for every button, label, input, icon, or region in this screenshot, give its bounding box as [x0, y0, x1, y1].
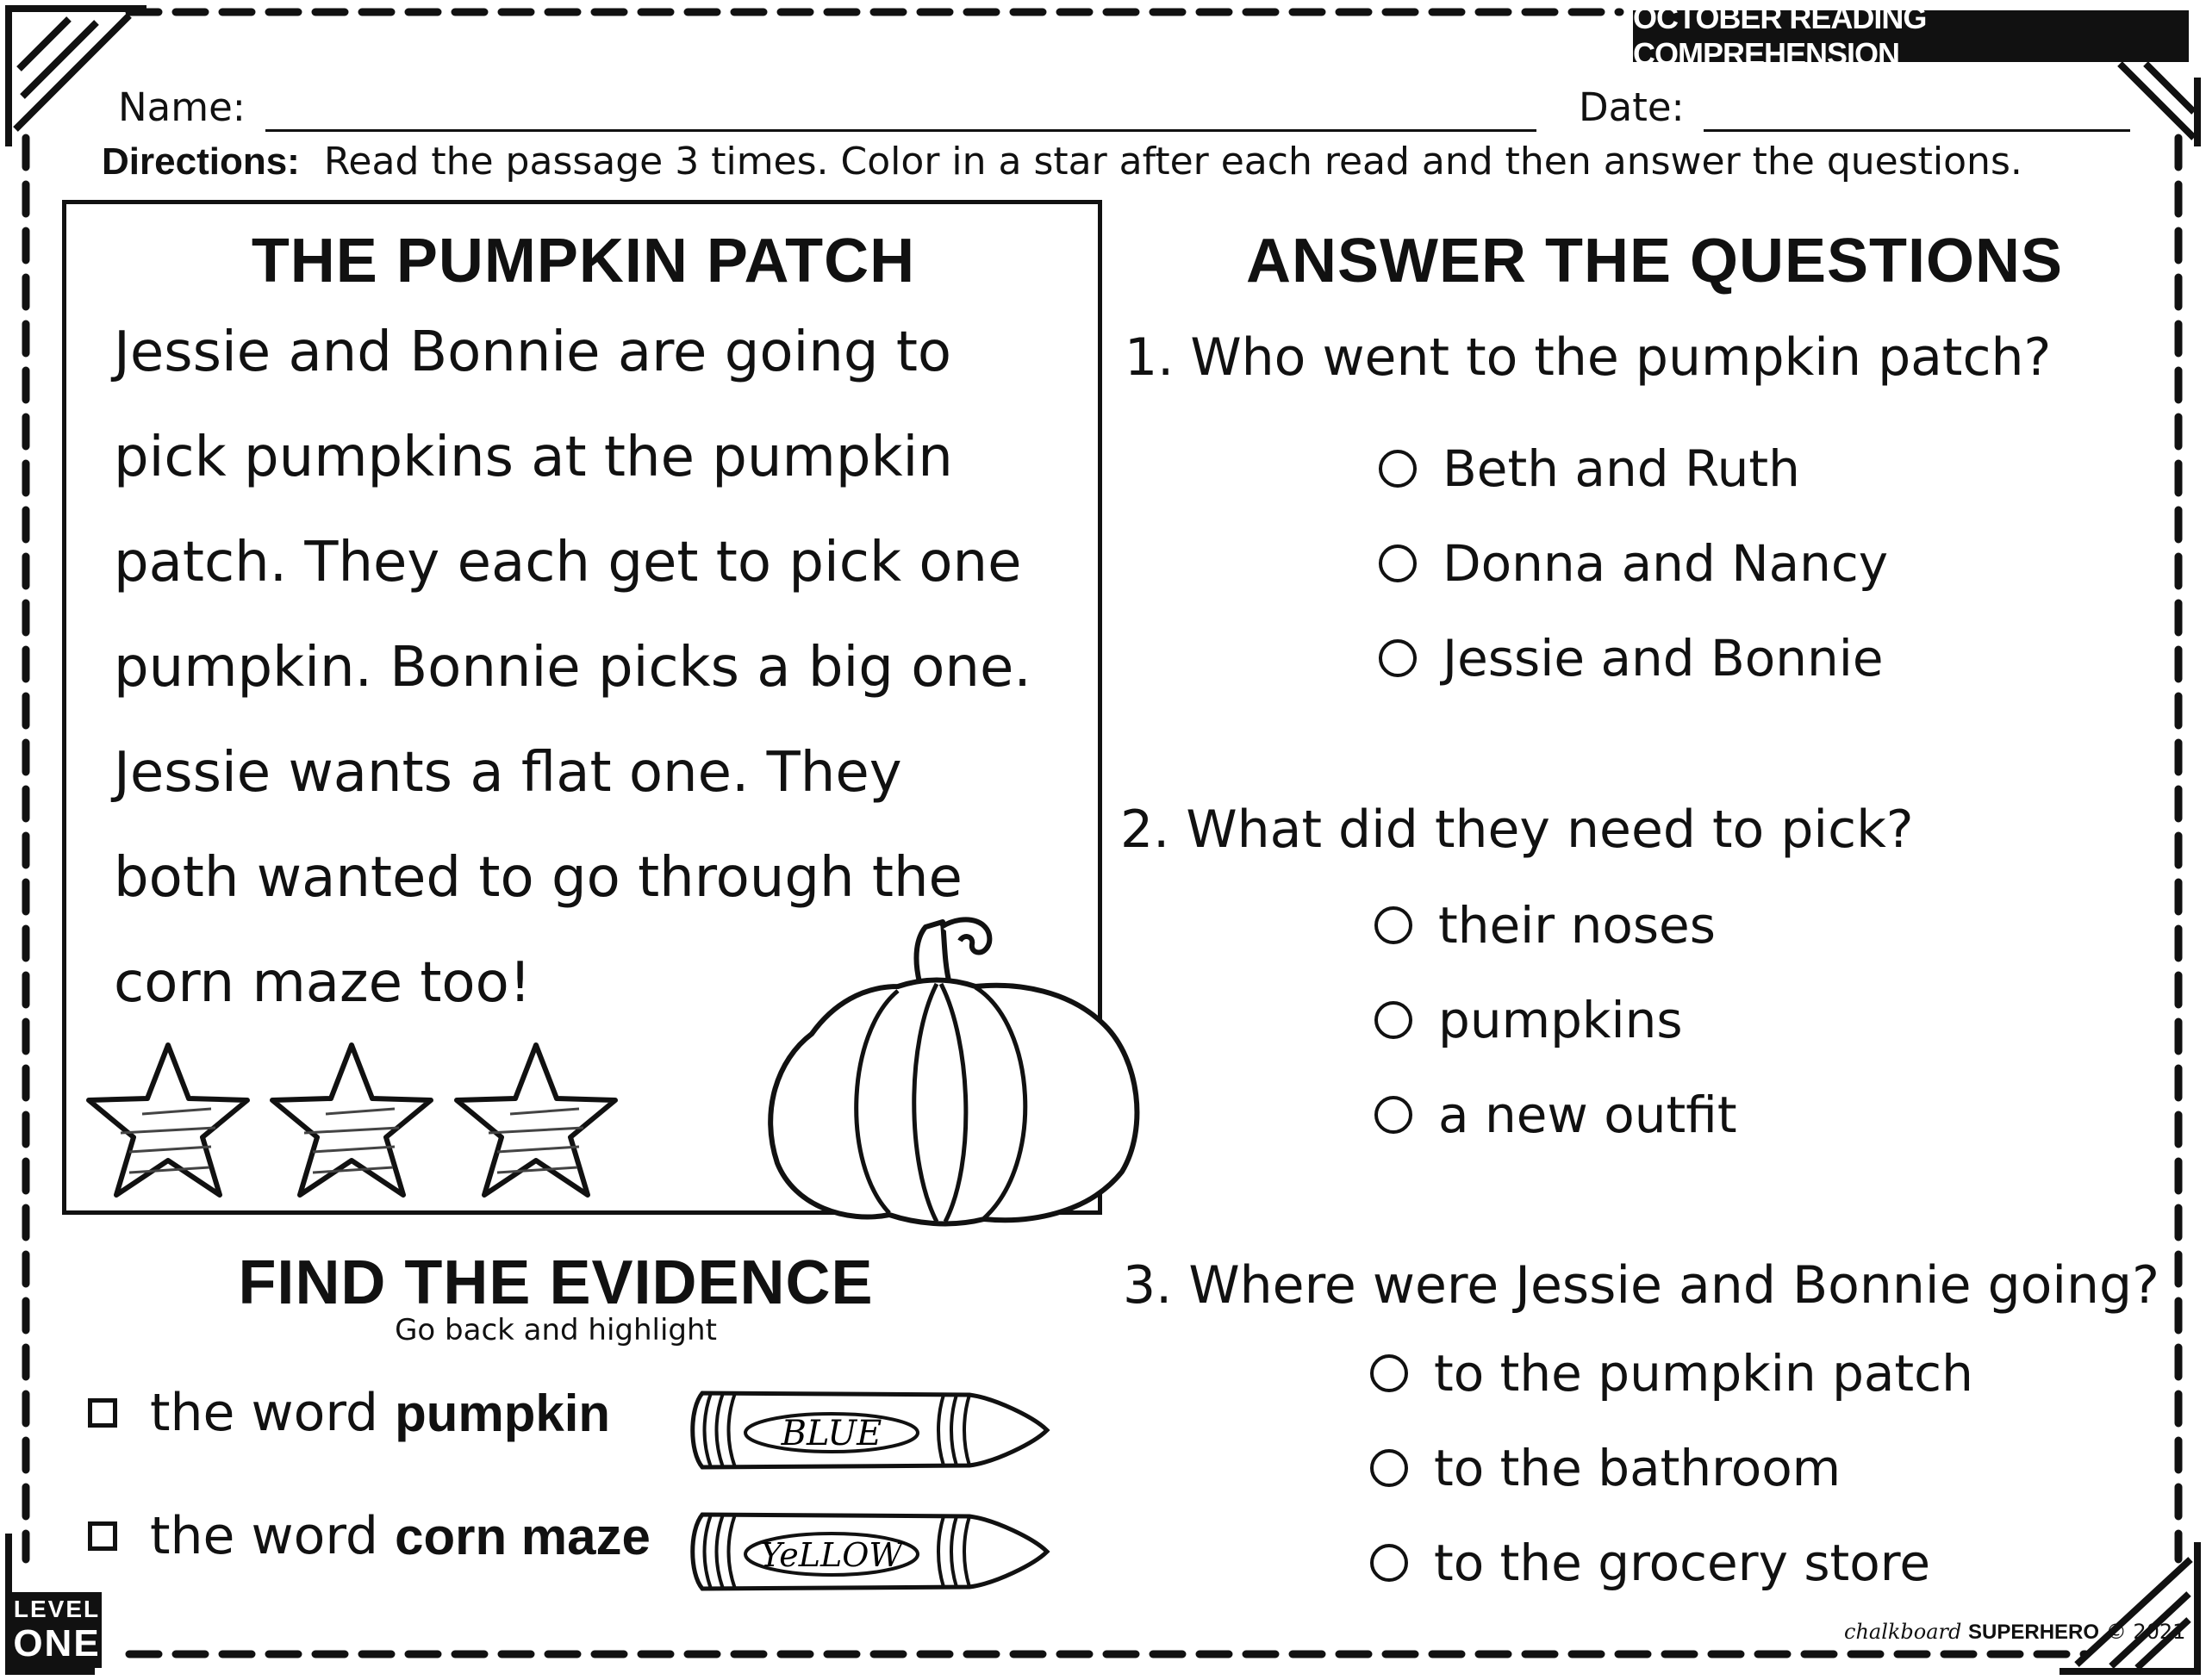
option-label: Beth and Ruth [1443, 439, 1800, 498]
option-label: Jessie and Bonnie [1443, 629, 1884, 688]
directions [102, 140, 2022, 184]
evidence-item[interactable] [88, 1383, 610, 1443]
level-badge [12, 1592, 102, 1668]
brand-script: chalkboard [1844, 1620, 1962, 1644]
crayon-label: BLUE [781, 1414, 882, 1453]
pumpkin-illustration [760, 905, 1156, 1241]
answer-option[interactable] [1370, 1534, 1930, 1592]
evidence-title: FIND THE EVIDENCE [238, 1248, 874, 1317]
option-label: pumpkins [1438, 991, 1683, 1049]
directions-label: Directions: [102, 140, 300, 183]
option-label: a new outfit [1438, 1086, 1737, 1144]
reading-star-3[interactable] [450, 1038, 622, 1202]
crayon-yellow-icon [685, 1504, 1056, 1599]
name-label: Name: [118, 84, 246, 130]
passage-line: both wanted to go through the [114, 846, 963, 910]
option-label: their noses [1438, 896, 1716, 955]
date-label: Date: [1579, 84, 1685, 130]
radio-circle-icon[interactable] [1374, 1001, 1412, 1039]
passage-line: corn maze too! [114, 951, 532, 1015]
evidence-prefix: the word [150, 1506, 396, 1566]
option-label: to the grocery store [1434, 1534, 1931, 1592]
checkbox-icon[interactable] [88, 1398, 117, 1428]
question-2: 2. What did they need to pick? [1120, 800, 1914, 860]
answer-option[interactable] [1370, 1344, 1973, 1403]
answer-option[interactable] [1379, 629, 1884, 688]
evidence-word: pumpkin [395, 1384, 611, 1442]
level-badge-line2: ONE [13, 1622, 101, 1664]
passage-line: Jessie wants a flat one. They [114, 741, 902, 805]
copyright: © 2021 [2105, 1620, 2186, 1644]
brand-name: SUPERHERO [1968, 1621, 2100, 1644]
questions-title: ANSWER THE QUESTIONS [1245, 227, 2064, 296]
radio-circle-icon[interactable] [1379, 450, 1417, 488]
option-label: to the bathroom [1434, 1439, 1841, 1497]
date-field[interactable] [1704, 129, 2130, 132]
crayon-blue-icon [685, 1383, 1056, 1478]
radio-circle-icon[interactable] [1374, 1096, 1412, 1134]
answer-option[interactable] [1379, 534, 1888, 593]
radio-circle-icon[interactable] [1370, 1544, 1408, 1582]
answer-option[interactable] [1374, 896, 1716, 955]
evidence-item[interactable] [88, 1506, 651, 1566]
answer-option[interactable] [1379, 439, 1800, 498]
passage-line: pick pumpkins at the pumpkin [114, 426, 953, 489]
reading-star-2[interactable] [265, 1038, 438, 1202]
name-field[interactable] [265, 129, 1536, 132]
passage-line: patch. They each get to pick one [114, 531, 1022, 594]
series-label: OCTOBER READING COMPREHENSION [1633, 10, 2189, 62]
crayon-label: YeLLOW [760, 1536, 903, 1574]
evidence-prefix: the word [150, 1383, 396, 1443]
passage-title: THE PUMPKIN PATCH [251, 227, 916, 296]
level-badge-line1: LEVEL [13, 1596, 101, 1622]
evidence-word: corn maze [395, 1507, 651, 1565]
answer-option[interactable] [1374, 991, 1683, 1049]
radio-circle-icon[interactable] [1379, 639, 1417, 677]
directions-text: Read the passage 3 times. Color in a star after each read and then answer the questions. [323, 140, 2022, 184]
credit-line [1844, 1620, 2185, 1645]
option-label: to the pumpkin patch [1434, 1344, 1973, 1403]
radio-circle-icon[interactable] [1370, 1449, 1408, 1487]
passage-line: pumpkin. Bonnie picks a big one. [114, 636, 1031, 700]
reading-star-1[interactable] [82, 1038, 254, 1202]
question-1: 1. Who went to the pumpkin patch? [1125, 327, 2052, 388]
answer-option[interactable] [1374, 1086, 1737, 1144]
question-3: 3. Where were Jessie and Bonnie going? [1123, 1255, 2159, 1316]
radio-circle-icon[interactable] [1370, 1354, 1408, 1392]
radio-circle-icon[interactable] [1374, 906, 1412, 944]
option-label: Donna and Nancy [1443, 534, 1889, 593]
evidence-subtitle: Go back and highlight [395, 1313, 717, 1347]
answer-option[interactable] [1370, 1439, 1841, 1497]
checkbox-icon[interactable] [88, 1521, 117, 1551]
radio-circle-icon[interactable] [1379, 544, 1417, 582]
passage-line: Jessie and Bonnie are going to [114, 320, 952, 384]
